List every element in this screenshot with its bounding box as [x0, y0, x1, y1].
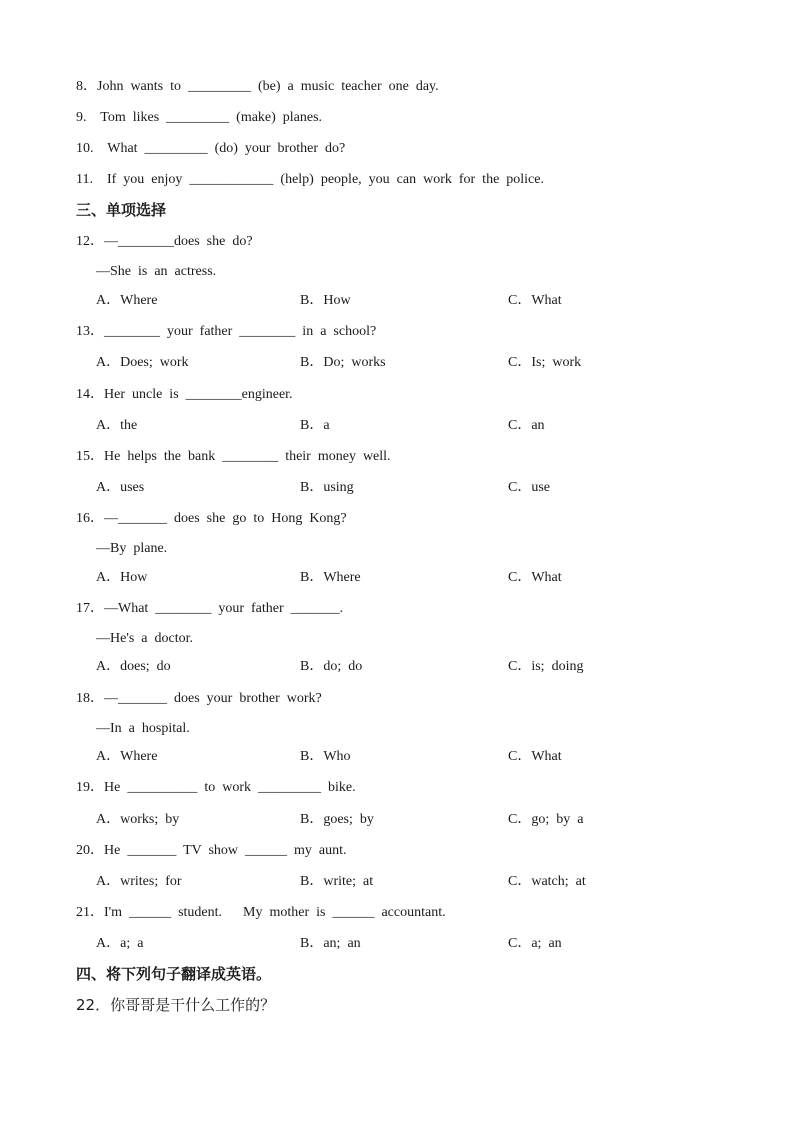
- question-18-option-b[interactable]: B．Who: [300, 749, 351, 764]
- question-18-option-c[interactable]: C．What: [508, 749, 562, 764]
- question-21-option-b[interactable]: B．an; an: [300, 936, 361, 951]
- question-17-stem: 17．—What ________ your father _______.: [76, 601, 344, 616]
- question-12-option-a[interactable]: A．Where: [96, 293, 158, 308]
- question-16-option-c[interactable]: C．What: [508, 570, 562, 585]
- question-19-stem: 19．He __________ to work _________ bike.: [76, 780, 356, 795]
- section-heading-multiple-choice: 三、单项选择: [76, 201, 167, 219]
- question-14-option-c[interactable]: C．an: [508, 418, 545, 433]
- question-20-option-b[interactable]: B．write; at: [300, 874, 374, 889]
- question-12-answer-line: —She is an actress.: [96, 264, 217, 279]
- question-18-option-a[interactable]: A．Where: [96, 749, 158, 764]
- question-20-stem: 20．He _______ TV show ______ my aunt.: [76, 843, 347, 858]
- question-17-option-a[interactable]: A．does; do: [96, 659, 171, 674]
- question-16-stem: 16．—_______ does she go to Hong Kong?: [76, 511, 347, 526]
- question-16-answer-line: —By plane.: [96, 541, 168, 556]
- question-21-stem: 21．I'm ______ student. My mother is ______ accountant.: [76, 905, 446, 920]
- question-19-option-c[interactable]: C．go; by a: [508, 812, 584, 827]
- question-15-option-c[interactable]: C．use: [508, 480, 550, 495]
- question-14-option-b[interactable]: B．a: [300, 418, 330, 433]
- question-15-stem: 15．He helps the bank ________ their money well.: [76, 449, 391, 464]
- question-21-option-c[interactable]: C．a; an: [508, 936, 562, 951]
- question-12-option-c[interactable]: C．What: [508, 293, 562, 308]
- question-19-option-a[interactable]: A．works; by: [96, 812, 180, 827]
- question-20-option-c[interactable]: C．watch; at: [508, 874, 586, 889]
- question-14-option-a[interactable]: A．the: [96, 418, 138, 433]
- question-15-option-a[interactable]: A．uses: [96, 480, 145, 495]
- question-11: 11. If you enjoy ____________ (help) people, you can work for the police.: [76, 172, 544, 187]
- question-13-option-a[interactable]: A．Does; work: [96, 355, 189, 370]
- section-heading-translation: 四、将下列句子翻译成英语。: [76, 965, 272, 983]
- question-12-stem: 12．—________does she do?: [76, 234, 253, 249]
- question-18-stem: 18．—_______ does your brother work?: [76, 691, 322, 706]
- question-16-option-a[interactable]: A．How: [96, 570, 148, 585]
- question-19-option-b[interactable]: B．goes; by: [300, 812, 374, 827]
- question-9: 9. Tom likes _________ (make) planes.: [76, 110, 323, 125]
- question-13-option-b[interactable]: B．Do; works: [300, 355, 386, 370]
- question-17-option-b[interactable]: B．do; do: [300, 659, 363, 674]
- question-14-stem: 14．Her uncle is ________engineer.: [76, 387, 293, 402]
- question-18-answer-line: —In a hospital.: [96, 721, 190, 736]
- question-22: 22．你哥哥是干什么工作的？: [76, 996, 276, 1014]
- question-8: 8．John wants to _________ (be) a music teacher one day.: [76, 79, 439, 94]
- question-15-option-b[interactable]: B．using: [300, 480, 354, 495]
- question-20-option-a[interactable]: A．writes; for: [96, 874, 182, 889]
- question-17-option-c[interactable]: C．is; doing: [508, 659, 584, 674]
- question-13-option-c[interactable]: C．Is; work: [508, 355, 582, 370]
- question-16-option-b[interactable]: B．Where: [300, 570, 361, 585]
- question-10: 10. What _________ (do) your brother do?: [76, 141, 346, 156]
- question-13-stem: 13．________ your father ________ in a school?: [76, 324, 377, 339]
- question-12-option-b[interactable]: B．How: [300, 293, 351, 308]
- question-21-option-a[interactable]: A．a; a: [96, 936, 144, 951]
- question-17-answer-line: —He's a doctor.: [96, 631, 194, 646]
